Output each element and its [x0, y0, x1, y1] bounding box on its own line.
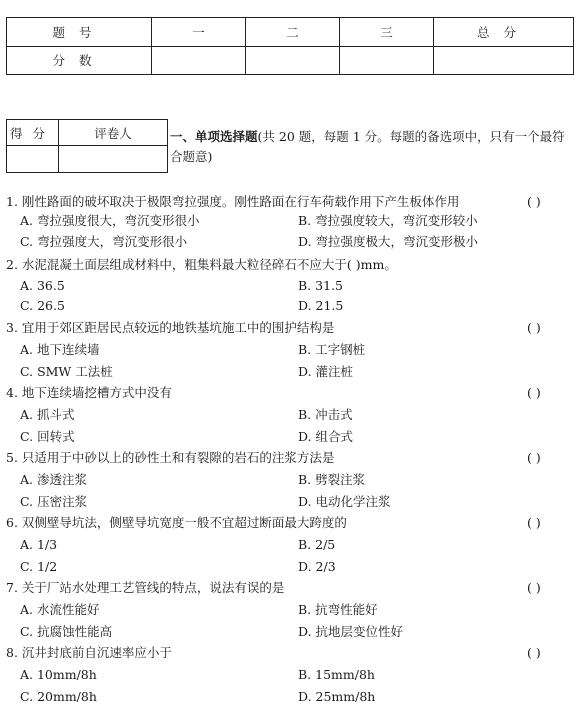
- grader-name-input[interactable]: [59, 146, 168, 173]
- answer-option[interactable]: D. 2/3: [298, 559, 336, 574]
- answer-option[interactable]: D. 组合式: [298, 429, 354, 444]
- answer-blank[interactable]: ( ): [527, 320, 541, 335]
- answer-blank[interactable]: ( ): [527, 194, 541, 209]
- answer-option[interactable]: D. 灌注桩: [298, 364, 354, 379]
- answer-option[interactable]: C. 1/2: [20, 559, 58, 574]
- answer-option[interactable]: A. 水流性能好: [20, 602, 100, 617]
- score-table: [6, 17, 574, 75]
- answer-option[interactable]: B. 抗弯性能好: [298, 602, 378, 617]
- section-heading: [170, 127, 570, 167]
- answer-option[interactable]: B. 劈裂注浆: [298, 472, 366, 487]
- question-stem: 1. 刚性路面的破坏取决于极限弯拉强度。刚性路面在行车荷载作用下产生板体作用: [6, 194, 460, 209]
- question-stem: 6. 双侧壁导坑法，侧壁导坑宽度一般不宜超过断面最大跨度的: [6, 515, 347, 530]
- answer-option[interactable]: A. 抓斗式: [20, 407, 75, 422]
- score-header-cell: 题号: [7, 18, 152, 47]
- answer-option[interactable]: A. 10mm/8h: [20, 667, 97, 682]
- answer-option[interactable]: B. 2/5: [298, 537, 336, 552]
- score-input-cell[interactable]: [152, 46, 246, 75]
- question-stem: 7. 关于厂站水处理工艺管线的特点，说法有误的是: [6, 580, 285, 595]
- answer-option[interactable]: C. 压密注浆: [20, 494, 88, 509]
- answer-option[interactable]: D. 25mm/8h: [298, 689, 376, 704]
- answer-option[interactable]: C. 20mm/8h: [20, 689, 97, 704]
- answer-option[interactable]: C. SMW 工法桩: [20, 364, 113, 379]
- score-input-cell[interactable]: [340, 46, 434, 75]
- score-input-cell[interactable]: [246, 46, 340, 75]
- section-title: 一、单项选择题: [170, 129, 258, 144]
- answer-option[interactable]: A. 地下连续墙: [20, 342, 100, 357]
- score-row-label: 分数: [7, 46, 152, 75]
- answer-blank[interactable]: ( ): [527, 450, 541, 465]
- grader-table: [6, 119, 168, 173]
- answer-option[interactable]: D. 电动化学注浆: [298, 494, 391, 509]
- answer-option[interactable]: A. 36.5: [20, 278, 65, 293]
- answer-option[interactable]: A. 1/3: [20, 537, 58, 552]
- grader-name-label: 评卷人: [59, 120, 168, 146]
- answer-option[interactable]: B. 工字钢桩: [298, 342, 366, 357]
- score-header-cell: 三: [340, 18, 434, 47]
- answer-option[interactable]: D. 21.5: [298, 298, 344, 313]
- answer-option[interactable]: B. 31.5: [298, 278, 343, 293]
- question-stem: 4. 地下连续墙挖槽方式中没有: [6, 385, 172, 400]
- score-header-cell: 二: [246, 18, 340, 47]
- answer-blank[interactable]: ( ): [527, 515, 541, 530]
- answer-option[interactable]: A. 渗透注浆: [20, 472, 87, 487]
- answer-blank[interactable]: ( ): [527, 580, 541, 595]
- question-stem: 5. 只适用于中砂以上的砂性土和有裂隙的岩石的注浆方法是: [6, 450, 335, 465]
- answer-option[interactable]: C. 抗腐蚀性能高: [20, 624, 113, 639]
- answer-option[interactable]: D. 弯拉强度极大，弯沉变形极小: [298, 234, 479, 249]
- answer-option[interactable]: B. 弯拉强度较大，弯沉变形较小: [298, 213, 478, 228]
- answer-option[interactable]: D. 抗地层变位性好: [298, 624, 404, 639]
- question-stem: 2. 水泥混凝土面层组成材料中，粗集料最大粒径碎石不应大于( )mm。: [6, 257, 397, 272]
- answer-option[interactable]: A. 弯拉强度很大，弯沉变形很小: [20, 213, 200, 228]
- score-input-cell[interactable]: [434, 46, 574, 75]
- question-stem: 8. 沉井封底前自沉速率应小于: [6, 645, 172, 660]
- question-stem: 3. 宜用于郊区距居民点较远的地铁基坑施工中的围护结构是: [6, 320, 335, 335]
- section-instructions: (共 20 题，每题 1 分。每题的备选项中，只有一个最符合题意): [170, 129, 565, 164]
- answer-option[interactable]: C. 弯拉强度大，弯沉变形很小: [20, 234, 188, 249]
- answer-option[interactable]: C. 26.5: [20, 298, 65, 313]
- answer-blank[interactable]: ( ): [527, 645, 541, 660]
- score-header-cell: 总分: [434, 18, 574, 47]
- answer-option[interactable]: C. 回转式: [20, 429, 75, 444]
- score-header-cell: 一: [152, 18, 246, 47]
- grader-score-label: 得分: [7, 120, 59, 146]
- grader-score-input[interactable]: [7, 146, 59, 173]
- answer-blank[interactable]: ( ): [527, 385, 541, 400]
- answer-option[interactable]: B. 15mm/8h: [298, 667, 375, 682]
- answer-option[interactable]: B. 冲击式: [298, 407, 353, 422]
